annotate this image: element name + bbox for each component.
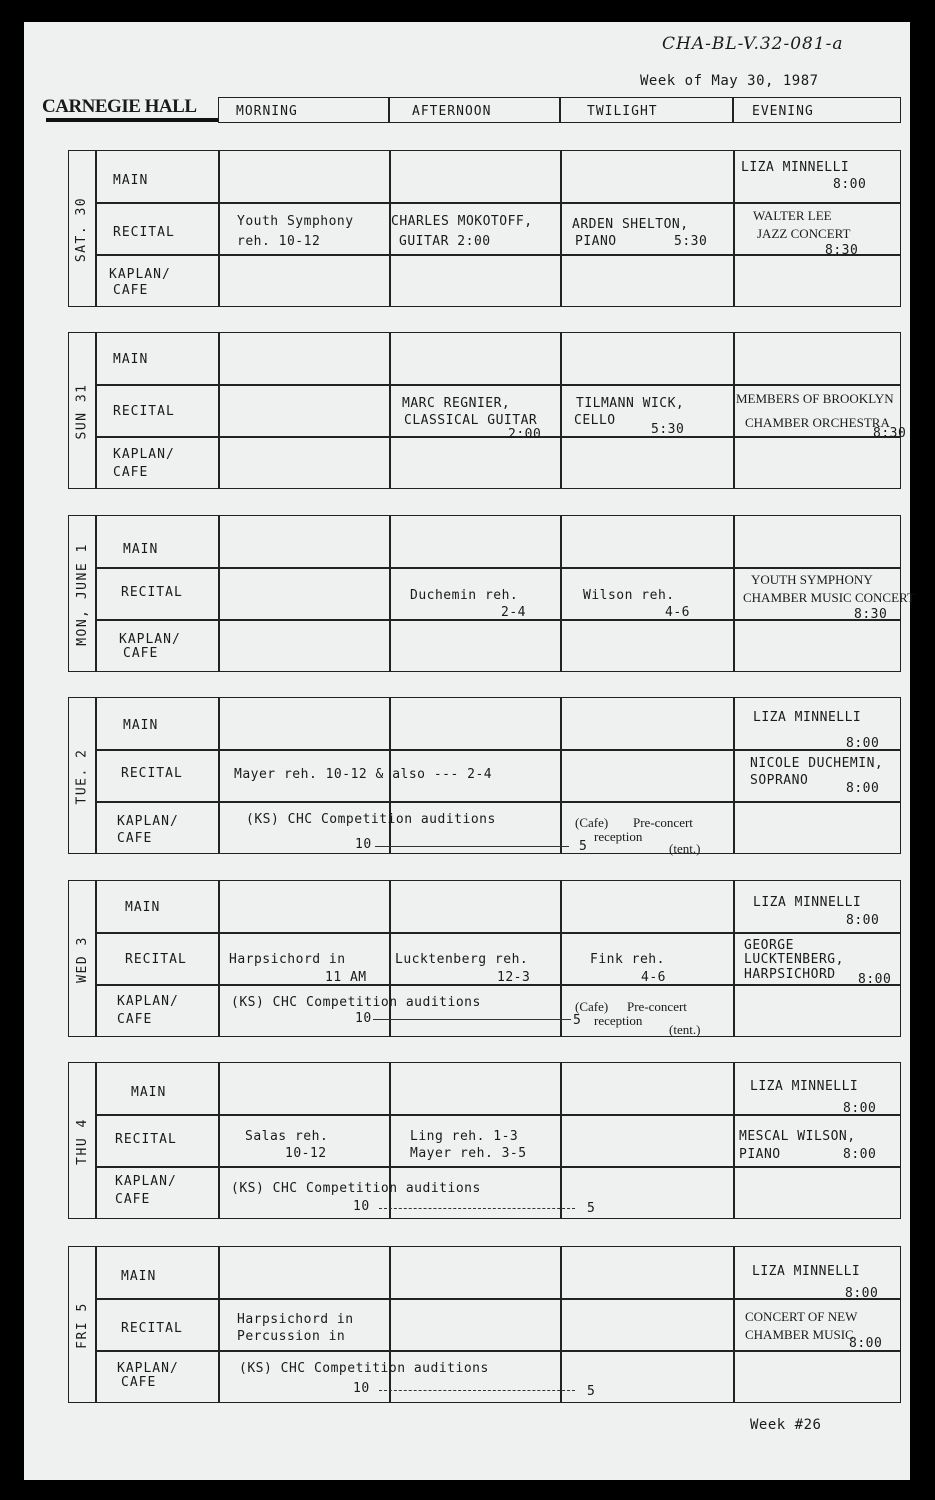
event-time: 8:00 <box>846 736 880 751</box>
event-title: CHARLES MOKOTOFF, <box>391 214 533 229</box>
document-id: CHA-BL-V.32-081-a <box>662 34 844 54</box>
event-title: Salas reh. <box>245 1129 329 1144</box>
room-kaplan: KAPLAN/ <box>115 1174 177 1189</box>
event-time: 12-3 <box>497 970 531 985</box>
event-title: Duchemin reh. <box>410 588 519 603</box>
event-time: 8:00 <box>843 1101 877 1116</box>
event-subtitle: LUCKTENBERG, <box>744 952 844 967</box>
room-kaplan: KAPLAN/ <box>117 1361 179 1376</box>
event-title: NICOLE DUCHEMIN, <box>750 756 884 771</box>
room-cafe: CAFE <box>123 646 159 661</box>
event-instrument: PIANO <box>575 234 617 249</box>
room-main: MAIN <box>125 900 161 915</box>
event-title: WALTER LEE <box>753 208 832 223</box>
day-label: MON, JUNE 1 <box>74 543 90 646</box>
event-title: (KS) CHC Competition auditions <box>246 812 496 827</box>
header-afternoon: AFTERNOON <box>412 104 492 119</box>
event-title: LIZA MINNELLI <box>741 160 850 175</box>
event-instrument: PIANO <box>739 1147 781 1162</box>
event-time: 8:00 <box>846 913 880 928</box>
event-time: 8:30 <box>825 243 859 258</box>
carnegie-hall-logo: CARNEGIE HALL <box>42 96 220 124</box>
room-cafe: CAFE <box>117 831 153 846</box>
room-recital: RECITAL <box>113 404 175 419</box>
event-title: YOUTH SYMPHONY <box>751 572 873 587</box>
day-label: WED 3 <box>74 936 90 983</box>
range-line <box>375 846 569 847</box>
event-instrument: CELLO <box>574 413 616 428</box>
room-main: MAIN <box>121 1269 157 1284</box>
event-time: reh. 10-12 <box>237 234 321 249</box>
day-block-fri <box>68 1246 901 1403</box>
event-title: Harpsichord in <box>229 952 346 967</box>
event-title: Lucktenberg reh. <box>395 952 529 967</box>
event-time: 8:00 <box>846 781 880 796</box>
event-title: MESCAL WILSON, <box>739 1129 856 1144</box>
event-room-note: (Cafe) <box>575 815 609 830</box>
event-title: Fink reh. <box>590 952 665 967</box>
event-subtitle: CHAMBER MUSIC <box>745 1327 854 1342</box>
range-start: 10 <box>353 1381 370 1396</box>
range-start: 10 <box>355 1011 372 1026</box>
room-cafe: CAFE <box>117 1012 153 1027</box>
event-subtitle: CLASSICAL GUITAR <box>404 413 538 428</box>
event-time: 5:30 <box>674 234 708 249</box>
event-title: Pre-concert <box>627 999 687 1014</box>
event-time: 8:30 <box>854 607 888 622</box>
range-line <box>379 1208 575 1210</box>
week-of: Week of May 30, 1987 <box>640 73 819 89</box>
event-subtitle: CHAMBER MUSIC CONCERT <box>743 590 915 605</box>
event-title: MARC REGNIER, <box>402 396 511 411</box>
header-morning: MORNING <box>236 104 298 119</box>
range-line <box>379 1390 575 1392</box>
event-time: 8:00 <box>833 177 867 192</box>
range-end: 5 <box>587 1201 596 1216</box>
room-main: MAIN <box>123 542 159 557</box>
day-label: TUE. 2 <box>74 748 90 805</box>
event-title: (KS) CHC Competition auditions <box>239 1361 489 1376</box>
event-time: 8:00 <box>849 1336 883 1351</box>
event-time: 4-6 <box>665 605 690 620</box>
day-label: FRI 5 <box>74 1302 90 1349</box>
event-title: Mayer reh. 10-12 & also --- 2-4 <box>234 767 493 782</box>
event-time: 10-12 <box>285 1146 327 1161</box>
room-kaplan: KAPLAN/ <box>119 632 181 647</box>
range-start: 10 <box>355 837 372 852</box>
event-title: CONCERT OF NEW <box>745 1309 858 1324</box>
room-kaplan: KAPLAN/ <box>109 267 171 282</box>
week-number: Week #26 <box>750 1417 822 1433</box>
event-time: 5:30 <box>651 422 685 437</box>
room-recital: RECITAL <box>113 225 175 240</box>
room-kaplan: KAPLAN/ <box>113 447 175 462</box>
room-cafe: CAFE <box>115 1192 151 1207</box>
event-status: (tent.) <box>669 1022 701 1037</box>
header-evening: EVENING <box>752 104 814 119</box>
event-subtitle: reception <box>594 829 643 844</box>
event-title: TILMANN WICK, <box>576 396 685 411</box>
range-end: 5 <box>573 1013 582 1028</box>
room-cafe: CAFE <box>121 1375 157 1390</box>
event-time: 2-4 <box>501 605 526 620</box>
event-title: MEMBERS OF BROOKLYN <box>736 391 894 406</box>
event-time: 8:00 <box>858 972 892 987</box>
event-instrument: HARPSICHORD <box>744 967 836 982</box>
room-recital: RECITAL <box>121 766 183 781</box>
range-line <box>373 1019 571 1020</box>
day-label: THU 4 <box>74 1118 90 1165</box>
event-time: 11 AM <box>325 970 367 985</box>
day-block-sat <box>68 150 901 307</box>
day-label: SAT. 30 <box>74 196 90 263</box>
room-main: MAIN <box>123 718 159 733</box>
event-title: ARDEN SHELTON, <box>572 217 689 232</box>
range-end: 5 <box>587 1384 596 1399</box>
event-subtitle: reception <box>594 1013 643 1028</box>
header-twilight: TWILIGHT <box>587 104 658 119</box>
event-title: (KS) CHC Competition auditions <box>231 1181 481 1196</box>
event-title: GEORGE <box>744 938 794 953</box>
event-title: Ling reh. 1-3 <box>410 1129 519 1144</box>
event-title: Youth Symphony <box>237 214 354 229</box>
range-end: 5 <box>579 839 588 854</box>
room-cafe: CAFE <box>113 283 149 298</box>
room-recital: RECITAL <box>115 1132 177 1147</box>
room-recital: RECITAL <box>125 952 187 967</box>
event-title: LIZA MINNELLI <box>752 1264 861 1279</box>
event-title: Mayer reh. 3-5 <box>410 1146 527 1161</box>
event-subtitle: SOPRANO <box>750 773 809 788</box>
event-time: 8:00 <box>843 1147 877 1162</box>
event-time: 4-6 <box>641 970 666 985</box>
event-subtitle: CHAMBER ORCHESTRA <box>745 415 890 430</box>
event-title: LIZA MINNELLI <box>753 895 862 910</box>
day-label: SUN 31 <box>74 383 90 440</box>
room-recital: RECITAL <box>121 585 183 600</box>
event-title: (KS) CHC Competition auditions <box>231 995 481 1010</box>
event-title: Wilson reh. <box>583 588 675 603</box>
event-subtitle: JAZZ CONCERT <box>757 226 851 241</box>
range-start: 10 <box>353 1199 370 1214</box>
room-recital: RECITAL <box>121 1321 183 1336</box>
room-kaplan: KAPLAN/ <box>117 814 179 829</box>
event-status: (tent.) <box>669 841 701 856</box>
event-title: Percussion in <box>237 1329 346 1344</box>
event-title: Harpsichord in <box>237 1312 354 1327</box>
day-block-thu <box>68 1062 901 1219</box>
room-cafe: CAFE <box>113 465 149 480</box>
event-room-note: (Cafe) <box>575 999 609 1014</box>
room-main: MAIN <box>113 173 149 188</box>
event-time: 2:00 <box>508 427 542 442</box>
day-block-tue <box>68 697 901 854</box>
event-time: 8:30 <box>873 426 907 441</box>
room-main: MAIN <box>131 1085 167 1100</box>
event-time: 8:00 <box>845 1286 879 1301</box>
day-block-mon <box>68 515 915 672</box>
day-block-sun <box>68 332 907 489</box>
event-title: Pre-concert <box>633 815 693 830</box>
room-kaplan: KAPLAN/ <box>117 994 179 1009</box>
event-title: LIZA MINNELLI <box>753 710 862 725</box>
event-time: GUITAR 2:00 <box>399 234 491 249</box>
event-title: LIZA MINNELLI <box>750 1079 859 1094</box>
day-block-wed <box>68 880 901 1037</box>
room-main: MAIN <box>113 352 149 367</box>
